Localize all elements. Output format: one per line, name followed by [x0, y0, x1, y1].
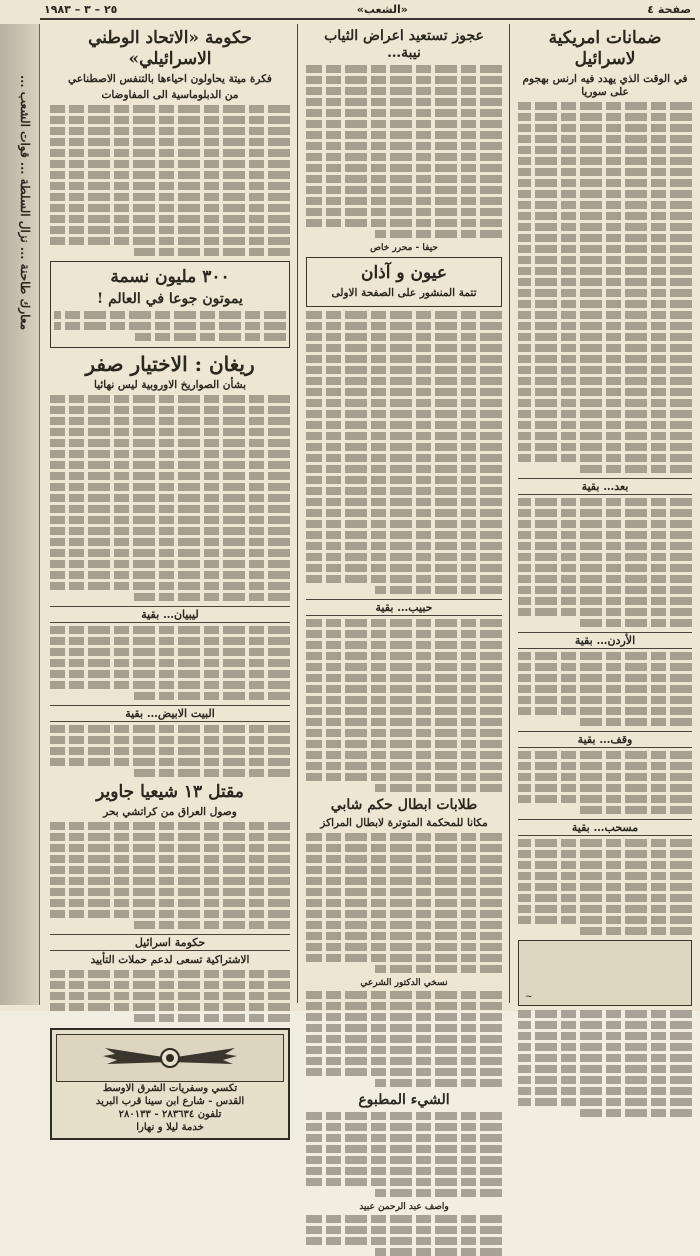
wings-emblem-icon — [95, 1040, 245, 1076]
column-2 — [302, 24, 506, 1212]
taxi-advertisement — [50, 1028, 290, 1140]
subheadline-reagan: بشأن الصواريخ الاوروبية ليس نهائيا — [94, 379, 246, 391]
headline-national-unity: حكومة «الاتحاد الوطني الاسرائيلي» — [88, 28, 252, 69]
headline-13-shiites: مقتل ١٣ شيعيا جاوير — [96, 782, 244, 802]
fold-title: معارك طاحنة ... نزال السلطة ... قوات الشعب ... — [18, 74, 32, 330]
ad-phone: تلفون ٢٨٣٦٣٤ - ٢٨٠١٣٣ — [118, 1109, 222, 1120]
continued-1: بعد… بقية — [518, 478, 692, 495]
wings-logo — [56, 1034, 284, 1082]
column-1 — [514, 24, 696, 1005]
subheadline-karachi: وصول العراق من كراتشي بحر — [103, 806, 237, 818]
issue-date: ٢٥ – ٣ – ١٩٨٣ — [44, 2, 118, 16]
headline-us-guarantees: ضمانات امريكية لاسرائيل — [548, 28, 662, 69]
gov-israel: حكومة اسرائيل — [50, 934, 290, 951]
headline-top-right: عجوز تستعيد اعراض الثياب نيبة… — [324, 28, 484, 61]
subheadline-mid: مكانا للمحكمة المتوترة لابطال المراكز — [320, 817, 488, 829]
ad-address: القدس - شارع ابن سينا قرب البريد — [95, 1096, 245, 1107]
ad-service: خدمة ليلا و نهارا — [136, 1122, 204, 1133]
section-subtitle: تتمة المنشور على الصفحة الاولى — [331, 287, 477, 299]
masthead — [40, 0, 695, 20]
continued-4: مسحب… بقية — [518, 819, 692, 836]
continued-white-house: البيت الابيض… بقية — [50, 705, 290, 722]
bottom-byline: واصف عبد الرحمن عبيد — [359, 1202, 449, 1212]
headline-mid: طلابات ابطال حكم شابي — [330, 797, 478, 813]
section-box — [306, 257, 502, 307]
famine-box — [50, 261, 290, 348]
subheadline-arens-threat: في الوقت الذي يهدد فيه ارنس بهجوم على سوريا — [522, 73, 688, 98]
byline: حيفا - محرر خاص — [370, 243, 438, 253]
section-title: عيون و آذان — [360, 263, 448, 283]
continued-habib: حبيب… بقية — [306, 599, 502, 616]
headline-bottom: الشيء المطبوع — [358, 1092, 450, 1108]
cartoon-image: ~ — [518, 940, 692, 1006]
headline-reagan: ريغان : الاختيار صفر — [85, 352, 255, 376]
gov-israel-sub: الاشتراكية تسعى لدعم حملات التأييد — [90, 954, 250, 966]
subheadline-artificial: فكرة ميتة يحاولون احياءها بالتنفس الاصطناعي — [68, 73, 272, 85]
headline-300-million: ٣٠٠ مليون نسمة — [110, 267, 230, 287]
adjacent-page-fold — [0, 24, 40, 1005]
subheadline-diplomacy: من الدبلوماسية الى المفاوضات — [101, 89, 239, 101]
signature: نسخي الدكتور الشرعي — [360, 978, 448, 988]
paper-name: «الشعب» — [356, 2, 408, 16]
article-body — [518, 102, 692, 473]
page-number: صفحة ٤ — [647, 2, 691, 16]
continued-3: وقف… بقية — [518, 731, 692, 748]
continued-2: الأردن… بقية — [518, 632, 692, 649]
continued-libyan: ليبيان… بقية — [50, 606, 290, 623]
ad-company: تكسي وسفريات الشرق الاوسط — [102, 1083, 238, 1094]
headline-starving: يموتون جوعا في العالم ! — [97, 291, 243, 307]
column-3 — [46, 24, 294, 1133]
